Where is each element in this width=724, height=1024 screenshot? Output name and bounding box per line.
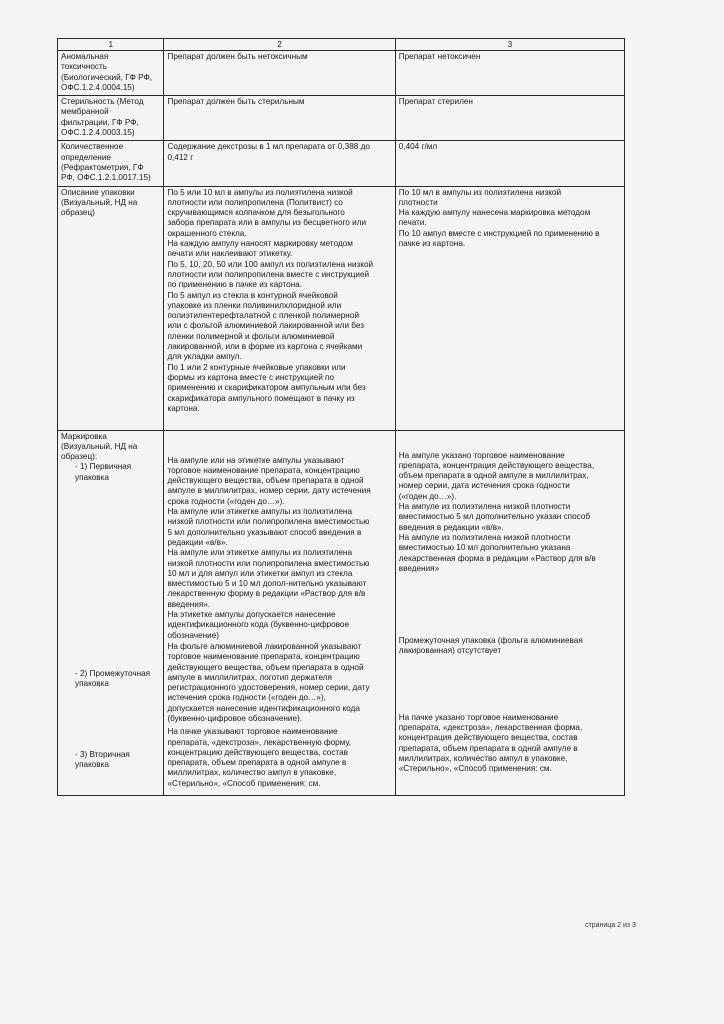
secondary-package-requirement: На фольге алюминиевой лакированной указывают торговое наименование препарата, концентрацию действующего вещества, объем препарата в одной ампуле в миллилитрах, логотип держателя регистрационного удостоверения, номер серии, дату истечения срока годности («годен до…»), допускается нанесение идентификационного кода (буквенно-цифровое обозначение). [167,641,370,723]
requirement-cell: Содержание декстрозы в 1 мл препарата от 0,388 до 0,412 г [164,141,395,186]
column-header-1: 1 [58,39,164,51]
primary-package-label: - 1) Первичная упаковка [75,462,132,482]
requirement-cell: Препарат должен быть стерильным [164,96,395,141]
parameter-cell: Количественное определение (Рефрактометрия, ГФ РФ, ОФС.1.2.1.0017.15) [58,141,164,186]
parameter-cell: Стерильность (Метод мембранной фильтрации, ГФ РФ, ОФС.1.2.4.0003.15) [58,96,164,141]
page-number: страница 2 из 3 [585,922,636,929]
tertiary-package-label: - 3) Вторичная упаковка [75,749,130,769]
result-cell: По 10 мл в ампулы из полиэтилена низкой плотности На каждую ампулу нанесена маркировка методом печати. По 10 ампул вместе с инструкцией по применению в пачке из картона. [395,186,624,430]
column-header-3: 3 [395,39,624,51]
tertiary-package-result: На пачке указано торговое наименование препарата, «декстроза», лекарственная форма, концентрация действующего вещества, состав препарата, объем препарата в одной ампуле в миллилитрах, количество ампул в упаковке, «Стерильно», «Способ применения: см. [398,712,583,774]
table-row-assay [58,141,625,186]
secondary-package-result: Промежуточная упаковка (фольга алюминиевая лакированная) отсутствует [398,636,583,656]
labeling-heading: Маркировка (Визуальный, НД на образец): [61,431,138,462]
parameter-cell [58,430,164,796]
table-row-sterility [58,96,625,141]
parameter-cell: Описание упаковки (Визуальный, НД на образец) [58,186,164,430]
requirement-cell: Препарат должен быть нетоксичным [164,51,395,96]
table-row-packaging [58,186,625,430]
table-row-toxicity [58,51,625,96]
result-cell [395,430,624,796]
tertiary-package-requirement: На пачке указывают торговое наименование препарата, «декстроза», лекарственную форму, концентрацию действующего вещества, состав препарата, объем препарата в одной ампуле в миллилитрах, количество ампул в упаковке, «Стерильно», «Способ применения: см. [167,727,351,788]
primary-package-result: На ампуле указано торговое наименование препарата, концентрация действующего вещества, объем препарата в одной ампуле в миллилитрах, номер серии, дата истечения срока годности («годен до…»). На ампуле из полиэтилена низкой плотности вместимостью 5 мл дополнительно указан способ введения в редакции «в/в». На ампуле из полиэтилена низкой плотности вместимостью 10 мл дополнительно указана лекарственная форма в редакции «Раствор для в/в введения» [398,450,596,573]
result-cell: 0,404 г/мл [395,141,624,186]
requirement-cell [164,430,395,796]
requirement-cell: По 5 или 10 мл в ампулы из полиэтилена низкой плотности или полипропилена (Политвист) со скручивающимся колпачком для безыгольного забора препарата или в ампулы из бесцветного или окрашенного стекла. На каждую ампулу наносят маркировку методом печати или наклеивают этикетку. По 5, 10, 20, 50 или 100 ампул из полиэтилена низкой плотности или полипропилена вместе с инструкцией по применению в пачке из картона. По 5 ампул из стекла в контурной ячейковой упаковке из пленки поливинилхлоридной или полиэтилентерефталатной с пленкой полимерной или с фольгой алюминиевой лакированной или без пленки полимерной и фольги алюминиевой лакированной, или в форме из картона с ячейками для укладки ампул. По 1 или 2 контурные ячейковые упаковки или формы из картона вместе с инструкцией по применению и скарификатором ампульным или без скарификатора ампульного помещают в пачку из картона. [164,186,395,430]
table-header-row [58,39,625,51]
column-header-2: 2 [164,39,395,51]
result-cell: Препарат стерилен [395,96,624,141]
primary-package-requirement: На ампуле или на этикетке ампулы указывают торговое наименование препарата, концентрацию действующего вещества, объем препарата в одной ампуле в миллилитрах, номер серии, дату истечения срока годности («годен до…»). На ампуле или этикетке ампулы из полиэтилена низкой плотности или полипропилена вместимостью 5 мл дополнительно указывают способ введения в редакции «в/в». На ампуле или этикетке ампулы из полиэтилена низкой плотности или полипропилена вместимостью 10 мл и для ампул или этикетки ампул из стекла вместимостью 5 и 10 мл допол-нительно указывают лекарственную форму в редакции «Раствор для в/в введения». На этикетке ампулы допускается нанесение идентификационного кода (буквенно-цифровое обозначение) [167,455,371,640]
result-cell: Препарат нетоксичен [395,51,624,96]
secondary-package-label: - 2) Промежуточная упаковка [75,669,151,689]
parameter-cell: Аномальная токсичность (Биологический, ГФ РФ, ОФС.1.2.4.0004.15) [58,51,164,96]
test-results-table [57,38,625,796]
table-row-labeling [58,430,625,796]
